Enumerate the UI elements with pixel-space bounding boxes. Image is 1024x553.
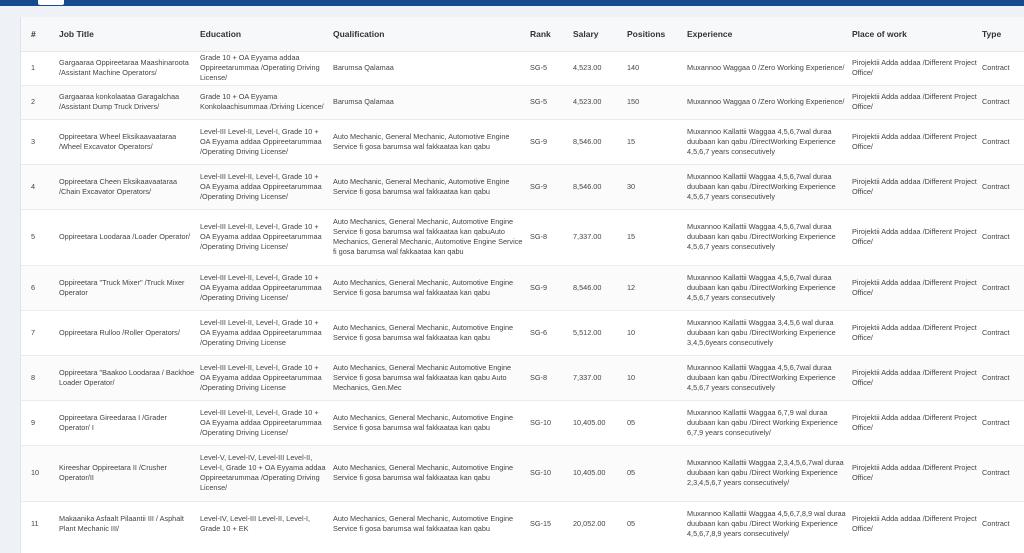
salary-cell: 5,512.00 [571,310,625,355]
education-cell: Level-III Level-II, Level-I, Grade 10 + OA Eyyama addaa Oppireetarummaa /Operating Driving License/ [198,265,331,310]
salary-cell: 7,337.00 [571,209,625,265]
place-of-work-cell: Pirojektii Adda addaa /Different Project Office/ [850,501,980,546]
salary-cell: 20,052.00 [571,501,625,546]
positions-cell: 10 [625,355,685,400]
job-title-cell: Oppireetara Loodaraa /Loader Operator/ [57,209,198,265]
column-header-experience[interactable]: Experience [685,17,850,51]
salary-cell: 10,405.00 [571,400,625,445]
job-title-cell: Oppireetara Wheel Eksikaavaataraa /Wheel Excavator Operators/ [57,119,198,164]
type-cell: Contract [980,445,1024,501]
job-title-cell: Gargaaraa Oppireetaraa Maashinaroota /Assistant Machine Operators/ [57,51,198,85]
positions-cell: 140 [625,51,685,85]
row-number: 5 [21,209,57,265]
type-cell: Contract [980,51,1024,85]
rank-cell: SG-6 [528,310,571,355]
salary-cell: 4,523.00 [571,85,625,119]
row-number: 11 [21,501,57,546]
table-row[interactable] [21,51,1024,85]
experience-cell: Muxannoo Kallattii Waggaa 4,5,6,7,8,9 wal duraa duubaan kan qabu /Direct Working Experience 4,5,6,7,8,9 years consecutively/ [685,501,850,546]
job-title-cell: Oppireetara "Truck Mixer" /Truck Mixer Operator [57,265,198,310]
row-number: 10 [21,445,57,501]
row-number: 8 [21,355,57,400]
table-row[interactable] [21,400,1024,445]
salary-cell: 8,546.00 [571,265,625,310]
salary-cell: 8,546.00 [571,164,625,209]
table-row[interactable] [21,501,1024,546]
education-cell: Grade 10 + OA Eyyama Konkolaachisummaa /Driving Licence/ [198,85,331,119]
column-header-salary[interactable]: Salary [571,17,625,51]
positions-cell: 05 [625,445,685,501]
education-cell: Level-III Level-II, Level-I, Grade 10 + OA Eyyama addaa Oppireetarummaa /Operating Driving License/ [198,164,331,209]
experience-cell: Muxannoo Kallattii Waggaa 4,5,6,7wal duraa duubaan kan qabu /DirectWorking Experience 4,5,6,7 years consecutively [685,265,850,310]
type-cell: Contract [980,355,1024,400]
rank-cell: SG-9 [528,164,571,209]
type-cell: Contract [980,400,1024,445]
place-of-work-cell: Pirojektii Adda addaa /Different Project Office/ [850,355,980,400]
table-row[interactable] [21,85,1024,119]
experience-cell: Muxannoo Kallattii Waggaa 2,3,4,5,6,7wal duraa duubaan kan qabu /Direct Working Experience 2,3,4,5,6,7 years consecutively/ [685,445,850,501]
rank-cell: SG-15 [528,501,571,546]
qualification-cell: Auto Mechanics, General Mechanic Automotive Engine Service fi gosa barumsa wal fakkaataa kan qabu Auto Mechanics, Gen.Mec [331,355,528,400]
row-number: 3 [21,119,57,164]
qualification-cell: Auto Mechanics, General Mechanic, Automotive Engine Service fi gosa barumsa wal fakkaataa kan qabu [331,310,528,355]
experience-cell: Muxannoo Kallattii Waggaa 4,5,6,7wal duraa duubaan kan qabu /DirectWorking Experience 4,5,6,7 years consecutively [685,164,850,209]
positions-cell: 150 [625,85,685,119]
qualification-cell: Auto Mechanic, General Mechanic, Automotive Engine Service fi gosa barumsa wal fakkaataa kan qabu [331,119,528,164]
job-title-cell: Oppireetara Cheen Eksikaavaataraa /Chain Excavator Operators/ [57,164,198,209]
type-cell: Contract [980,265,1024,310]
type-cell: Contract [980,119,1024,164]
qualification-cell: Auto Mechanics, General Mechanic, Automotive Engine Service fi gosa barumsa wal fakkaataa kan qabu [331,400,528,445]
rank-cell: SG-5 [528,51,571,85]
job-title-cell: Oppireetara Gireedaraa I /Grader Operator/ I [57,400,198,445]
rank-cell: SG-9 [528,265,571,310]
experience-cell: Muxannoo Kallattii Waggaa 3,4,5,6 wal duraa duubaan kan qabu /DirectWorking Experience 3,4,5,6years consecutively [685,310,850,355]
place-of-work-cell: Pirojektii Adda addaa /Different Project Office/ [850,51,980,85]
type-cell: Contract [980,209,1024,265]
table-row[interactable] [21,445,1024,501]
rank-cell: SG-9 [528,119,571,164]
experience-cell: Muxannoo Waggaa 0 /Zero Working Experience/ [685,51,850,85]
rank-cell: SG-8 [528,209,571,265]
column-header-positions[interactable]: Positions [625,17,685,51]
place-of-work-cell: Pirojektii Adda addaa /Different Project Office/ [850,445,980,501]
column-header-number[interactable]: # [21,17,57,51]
qualification-cell: Auto Mechanics, General Mechanic, Automotive Engine Service fi gosa barumsa wal fakkaataa kan qabuAuto Mechanics, General Mechanic, Automotive Engine Service fi gosa barumsa wal fakkaataa kan qabu [331,209,528,265]
qualification-cell: Barumsa Qalamaa [331,85,528,119]
row-number: 6 [21,265,57,310]
education-cell: Level-III Level-II, Level-I, Grade 10 + OA Eyyama addaa Oppireetarummaa /Operating Driving License/ [198,119,331,164]
top-header-bar [0,0,1024,6]
table-row[interactable] [21,265,1024,310]
type-cell: Contract [980,164,1024,209]
place-of-work-cell: Pirojektii Adda addaa /Different Project Office/ [850,85,980,119]
column-header-place-of-work[interactable]: Place of work [850,17,980,51]
row-number: 2 [21,85,57,119]
education-cell: Grade 10 + OA Eyyama addaa Oppireetarummaa /Operating Driving License/ [198,51,331,85]
job-title-cell: Makaanika Asfaalt Pilaantii III / Asphalt Plant Mechanic III/ [57,501,198,546]
table-row[interactable] [21,209,1024,265]
rank-cell: SG-10 [528,445,571,501]
positions-cell: 05 [625,400,685,445]
place-of-work-cell: Pirojektii Adda addaa /Different Project Office/ [850,400,980,445]
salary-cell: 10,405.00 [571,445,625,501]
row-number: 7 [21,310,57,355]
header-tab-indicator [38,0,64,5]
column-header-rank[interactable]: Rank [528,17,571,51]
positions-cell: 10 [625,310,685,355]
experience-cell: Muxannoo Kallattii Waggaa 6,7,9 wal duraa duubaan kan qabu /Direct Working Experience 6,7,9 years consecutively/ [685,400,850,445]
qualification-cell: Auto Mechanics, General Mechanic, Automotive Engine Service fi gosa barumsa wal fakkaataa kan qabu [331,445,528,501]
place-of-work-cell: Pirojektii Adda addaa /Different Project Office/ [850,310,980,355]
qualification-cell: Auto Mechanic, General Mechanic, Automotive Engine Service fi gosa barumsa wal fakkaataa kan qabu [331,164,528,209]
rank-cell: SG-5 [528,85,571,119]
education-cell: Level-III Level-II, Level-I, Grade 10 + OA Eyyama addaa Oppireetarummaa /Operating Driving License/ [198,400,331,445]
experience-cell: Muxannoo Waggaa 0 /Zero Working Experience/ [685,85,850,119]
type-cell: Contract [980,310,1024,355]
job-title-cell: Oppireetara Rulloo /Roller Operators/ [57,310,198,355]
column-header-qualification[interactable]: Qualification [331,17,528,51]
job-title-cell: Gargaaraa konkolaataa Garagalchaa /Assistant Dump Truck Drivers/ [57,85,198,119]
column-header-education[interactable]: Education [198,17,331,51]
place-of-work-cell: Pirojektii Adda addaa /Different Project Office/ [850,164,980,209]
column-header-type[interactable]: Type [980,17,1024,51]
place-of-work-cell: Pirojektii Adda addaa /Different Project Office/ [850,119,980,164]
table-row[interactable] [21,355,1024,400]
salary-cell: 7,337.00 [571,355,625,400]
positions-cell: 15 [625,119,685,164]
type-cell: Contract [980,85,1024,119]
place-of-work-cell: Pirojektii Adda addaa /Different Project Office/ [850,265,980,310]
qualification-cell: Auto Mechanics, General Mechanic, Automotive Engine Service fi gosa barumsa wal fakkaataa kan qabu [331,501,528,546]
table-row[interactable] [21,310,1024,355]
positions-cell: 05 [625,501,685,546]
type-cell: Contract [980,501,1024,546]
rank-cell: SG-8 [528,355,571,400]
positions-cell: 12 [625,265,685,310]
experience-cell: Muxannoo Kallattii Waggaa 4,5,6,7wal duraa duubaan kan qabu /DirectWorking Experience 4,5,6,7 years consecutively [685,355,850,400]
education-cell: Level-V, Level-IV, Level-III Level-II, Level-I, Grade 10 + OA Eyyama addaa Oppireetarummaa /Operating Driving License/ [198,445,331,501]
education-cell: Level-III Level-II, Level-I, Grade 10 + OA Eyyama addaa Oppireetarummaa /Operating Driving License [198,355,331,400]
column-header-job-title[interactable]: Job Title [57,17,198,51]
jobs-table [21,17,1024,546]
experience-cell: Muxannoo Kallattii Waggaa 4,5,6,7wal duraa duubaan kan qabu /DirectWorking Experience 4,5,6,7 years consecutively [685,119,850,164]
jobs-table-panel [20,17,1024,553]
place-of-work-cell: Pirojektii Adda addaa /Different Project Office/ [850,209,980,265]
qualification-cell: Barumsa Qalamaa [331,51,528,85]
experience-cell: Muxannoo Kallattii Waggaa 4,5,6,7wal duraa duubaan kan qabu /DirectWorking Experience 4,5,6,7 years consecutively [685,209,850,265]
education-cell: Level-IV, Level-III Level-II, Level-I, Grade 10 + EK [198,501,331,546]
positions-cell: 15 [625,209,685,265]
positions-cell: 30 [625,164,685,209]
table-header-row [21,17,1024,51]
row-number: 1 [21,51,57,85]
education-cell: Level-III Level-II, Level-I, Grade 10 + OA Eyyama addaa Oppireetarummaa /Operating Driving License/ [198,209,331,265]
table-row[interactable] [21,164,1024,209]
job-title-cell: Kireeshar Oppireetara II /Crusher Operator/II [57,445,198,501]
salary-cell: 4,523.00 [571,51,625,85]
job-title-cell: Oppireetara "Baakoo Loodaraa / Backhoe Loader Operator/ [57,355,198,400]
table-row[interactable] [21,119,1024,164]
salary-cell: 8,546.00 [571,119,625,164]
qualification-cell: Auto Mechanics, General Mechanic, Automotive Engine Service fi gosa barumsa wal fakkaataa kan qabu [331,265,528,310]
row-number: 4 [21,164,57,209]
education-cell: Level-III Level-II, Level-I, Grade 10 + OA Eyyama addaa Oppireetarummaa /Operating Driving License [198,310,331,355]
row-number: 9 [21,400,57,445]
rank-cell: SG-10 [528,400,571,445]
